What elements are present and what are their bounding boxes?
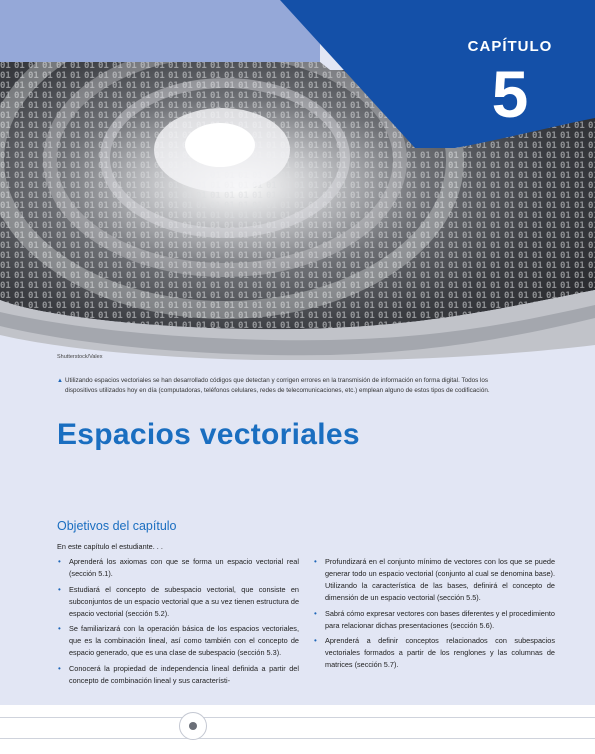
objective-item: • Se familiarizará con la operación básica de los espacios vectoriales, que es la combinación lineal, así como también con el concepto de espacio generado, que es una clase de subespacio (sección 5.3).: [57, 623, 299, 659]
objectives-heading: Objetivos del capítulo: [57, 519, 177, 533]
objective-item: • Estudiará el concepto de subespacio vectorial, que consiste en subconjuntos de un espacio vectorial que a su vez tienen estructura de espacio vectorial (sección 5.2).: [57, 584, 299, 620]
objective-item: • Profundizará en el conjunto mínimo de vectores con los que se puede generar todo un espacio vectorial (conjunto al cual se denomina base). Utilizando la característica de las bases, definirá el concepto de dimensión de un espacio vectorial (sección 5.5).: [313, 556, 555, 604]
caption-text: Utilizando espacios vectoriales se han desarrollado códigos que detectan y corrigen errores en la transmisión de información en forma digital. Todos los dispositivos utilizados hoy en día (computadoras, teléfonos celulares, redes de telecomunicaciones, etc.) emplean alguno de estos tipos de codificación.: [65, 377, 490, 394]
chapter-label: CAPÍTULO: [467, 38, 553, 55]
footer-divider: [0, 717, 595, 718]
objective-item: • Aprenderá a definir conceptos relacionados con subespacios vectoriales formados a partir de los renglones y las columnas de matrices (sección 5.7).: [313, 635, 555, 671]
objectives-list-left: [57, 556, 299, 690]
viewer-footer: [0, 705, 595, 754]
objectives-intro: En este capítulo el estudiante. . .: [57, 542, 163, 551]
image-caption: [57, 376, 507, 395]
objective-item: • Sabrá cómo expresar vectores con bases diferentes y el procedimiento para relacionar dichas presentaciones (sección 5.6).: [313, 608, 555, 632]
caption-triangle-icon: ▲: [57, 378, 63, 384]
objective-item: • Conocerá la propiedad de independencia lineal definida a partir del concepto de combinación lineal y sus característi-: [57, 663, 299, 687]
page-scroll-handle[interactable]: [179, 712, 207, 740]
objectives-list-right: [313, 556, 555, 675]
image-credit: Shutterstock/Valex: [57, 354, 103, 360]
chapter-number: 5: [491, 57, 529, 131]
objective-item: • Aprenderá los axiomas con que se forma un espacio vectorial real (sección 5.1).: [57, 556, 299, 580]
footer-divider: [0, 738, 595, 739]
chapter-title: Espacios vectoriales: [57, 418, 360, 451]
